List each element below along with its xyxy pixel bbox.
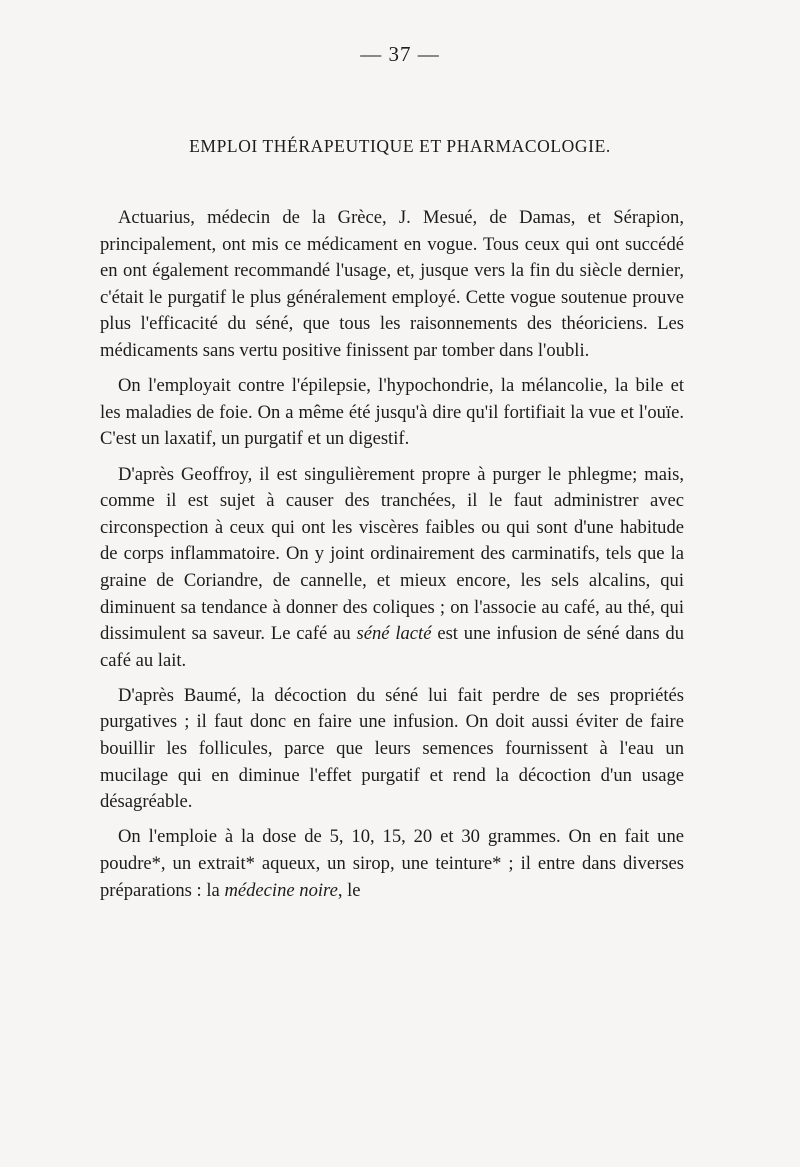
paragraph-5-text-a: On l'emploie à la dose de 5, 10, 15, 20 et 30 grammes. On en fait une poudre*, un extrait* aqueux, un sirop, une teinture* ; il entre dans diverses préparations : la bbox=[100, 826, 684, 901]
paragraph-3-italic: séné lacté bbox=[356, 623, 432, 645]
paragraph-3 bbox=[100, 462, 684, 675]
paragraph-5-text-b: , le bbox=[337, 879, 361, 901]
paragraph-1: Actuarius, médecin de la Grèce, J. Mesué, de Damas, et Sérapion, principalement, ont mis ce médicament en vogue. Tous ceux qui ont succédé en ont également recommandé l'usage, et, jusque vers la fin du siècle dernier, c'était le purgatif le plus généralement employé. Cette vogue soutenue prouve plus l'efficacité du séné, que tous les raisonnements des théoriciens. Les médicaments sans vertu positive finissent par tomber dans l'oubli. bbox=[100, 207, 684, 361]
paragraph-3-text-a: D'après Geoffroy, il est singulièrement propre à purger le phlegme; mais, comme il est sujet à causer des tranchées, il le faut administrer avec circonspection à ceux qui ont les viscères faibles ou qui sont d'une habitude de corps inflammatoire. On y joint ordinairement des carminatifs, tels que la graine de Coriandre, de cannelle, et mieux encore, les sels alcalins, qui diminuent sa tendance à donner des coliques ; on l'associe au café, au thé, qui dissimulent sa saveur. Le café au bbox=[100, 463, 684, 645]
paragraph-5-italic: médecine noire bbox=[224, 879, 338, 901]
paragraph-2: On l'employait contre l'épilepsie, l'hypochondrie, la mélancolie, la bile et les maladies de foie. On a même été jusqu'à dire qu'il fortifiait la vue et l'ouïe. C'est un laxatif, un purgatif et un digestif. bbox=[100, 375, 684, 450]
paragraph-3-text-b: est une infusion de séné dans du café au lait. bbox=[100, 623, 684, 671]
section-title: EMPLOI THÉRAPEUTIQUE ET PHARMACOLOGIE. bbox=[189, 136, 611, 156]
paragraph-4: D'après Baumé, la décoction du séné lui fait perdre de ses propriétés purgatives ; il faut donc en faire une infusion. On doit aussi éviter de faire bouillir les follicules, parce que leurs semences fournissent à l'eau un mucilage qui en diminue l'effet purgatif et rend la décoction d'un usage désagréable. bbox=[100, 684, 684, 813]
page-number: — 37 — bbox=[360, 42, 440, 66]
paragraph-5 bbox=[100, 824, 684, 904]
body-text bbox=[100, 205, 684, 913]
